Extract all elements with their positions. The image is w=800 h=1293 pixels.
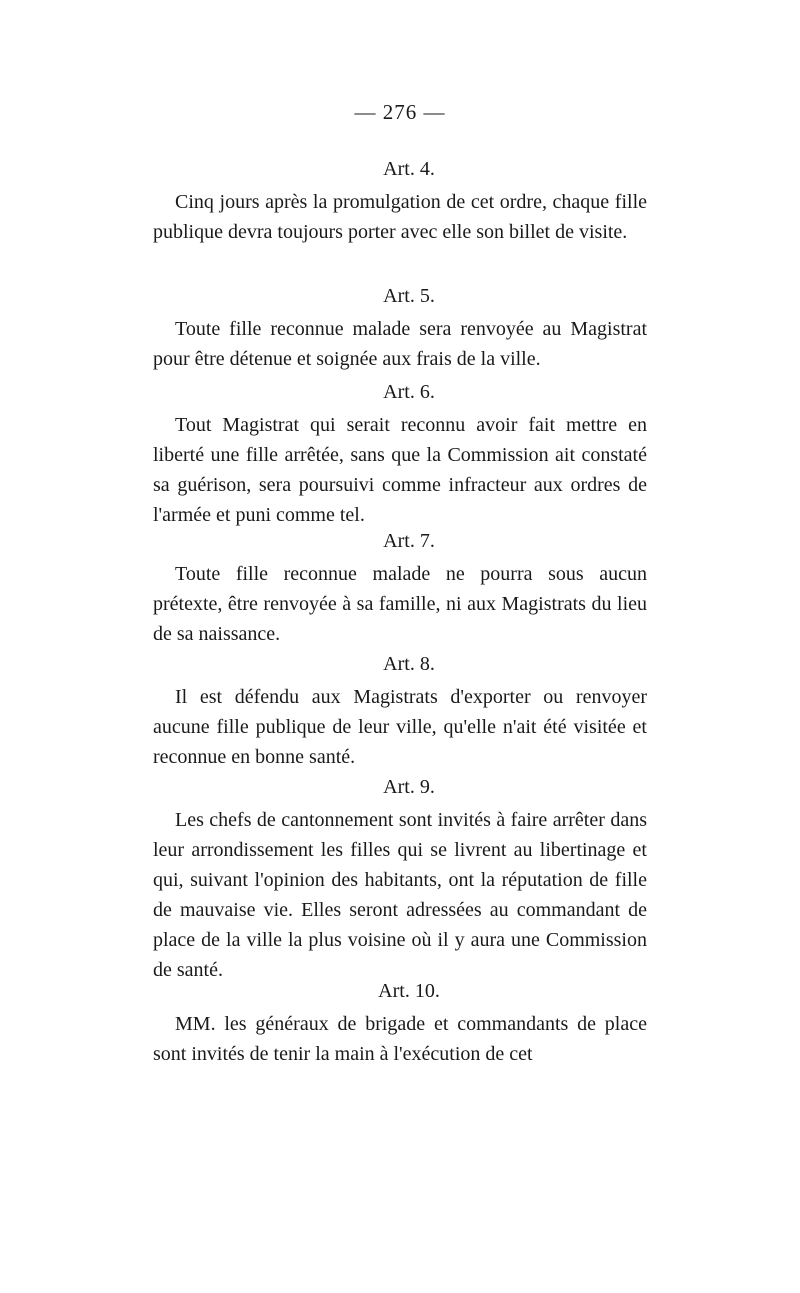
article-text: Les chefs de cantonnement sont invités à faire arrêter dans leur arrondissement les filles qui se livrent au libertinage et qui, suivant l'opinion des habitants, ont la réputation de fille de mauvaise vie. Elles seront adressées au commandant de place de la ville la plus voisine où il y aura une Commission de santé.	[153, 809, 647, 981]
article-heading: Art. 9.	[383, 776, 435, 798]
article-heading: Art. 5.	[383, 285, 435, 307]
article-text: MM. les généraux de brigade et commandants de place sont invités de tenir la main à l'exécution de cet	[153, 1013, 647, 1065]
article-heading: Art. 4.	[383, 158, 435, 180]
article-5	[153, 282, 647, 374]
page-number: — 276 —	[354, 100, 446, 124]
article-6	[153, 378, 647, 530]
article-text: Tout Magistrat qui serait reconnu avoir fait mettre en liberté une fille arrêtée, sans que la Commission ait constaté sa guérison, sera poursuivi comme infracteur aux ordres de l'armée et puni comme tel.	[153, 414, 647, 526]
article-text: Cinq jours après la promulgation de cet ordre, chaque fille publique devra toujours porter avec elle son billet de visite.	[153, 191, 647, 243]
article-4	[153, 155, 647, 247]
article-text: Toute fille reconnue malade sera renvoyée au Magistrat pour être détenue et soignée aux frais de la ville.	[153, 318, 647, 370]
article-text: Il est défendu aux Magistrats d'exporter ou renvoyer aucune fille publique de leur ville, qu'elle n'ait été visitée et reconnue en bonne santé.	[153, 686, 647, 768]
article-heading: Art. 6.	[383, 381, 435, 403]
article-8	[153, 650, 647, 772]
article-7	[153, 527, 647, 649]
article-heading: Art. 7.	[383, 530, 435, 552]
article-text: Toute fille reconnue malade ne pourra sous aucun prétexte, être renvoyée à sa famille, ni aux Magistrats du lieu de sa naissance.	[153, 563, 647, 645]
article-heading: Art. 8.	[383, 653, 435, 675]
article-9	[153, 773, 647, 985]
article-10	[153, 977, 647, 1069]
article-heading: Art. 10.	[378, 980, 440, 1002]
